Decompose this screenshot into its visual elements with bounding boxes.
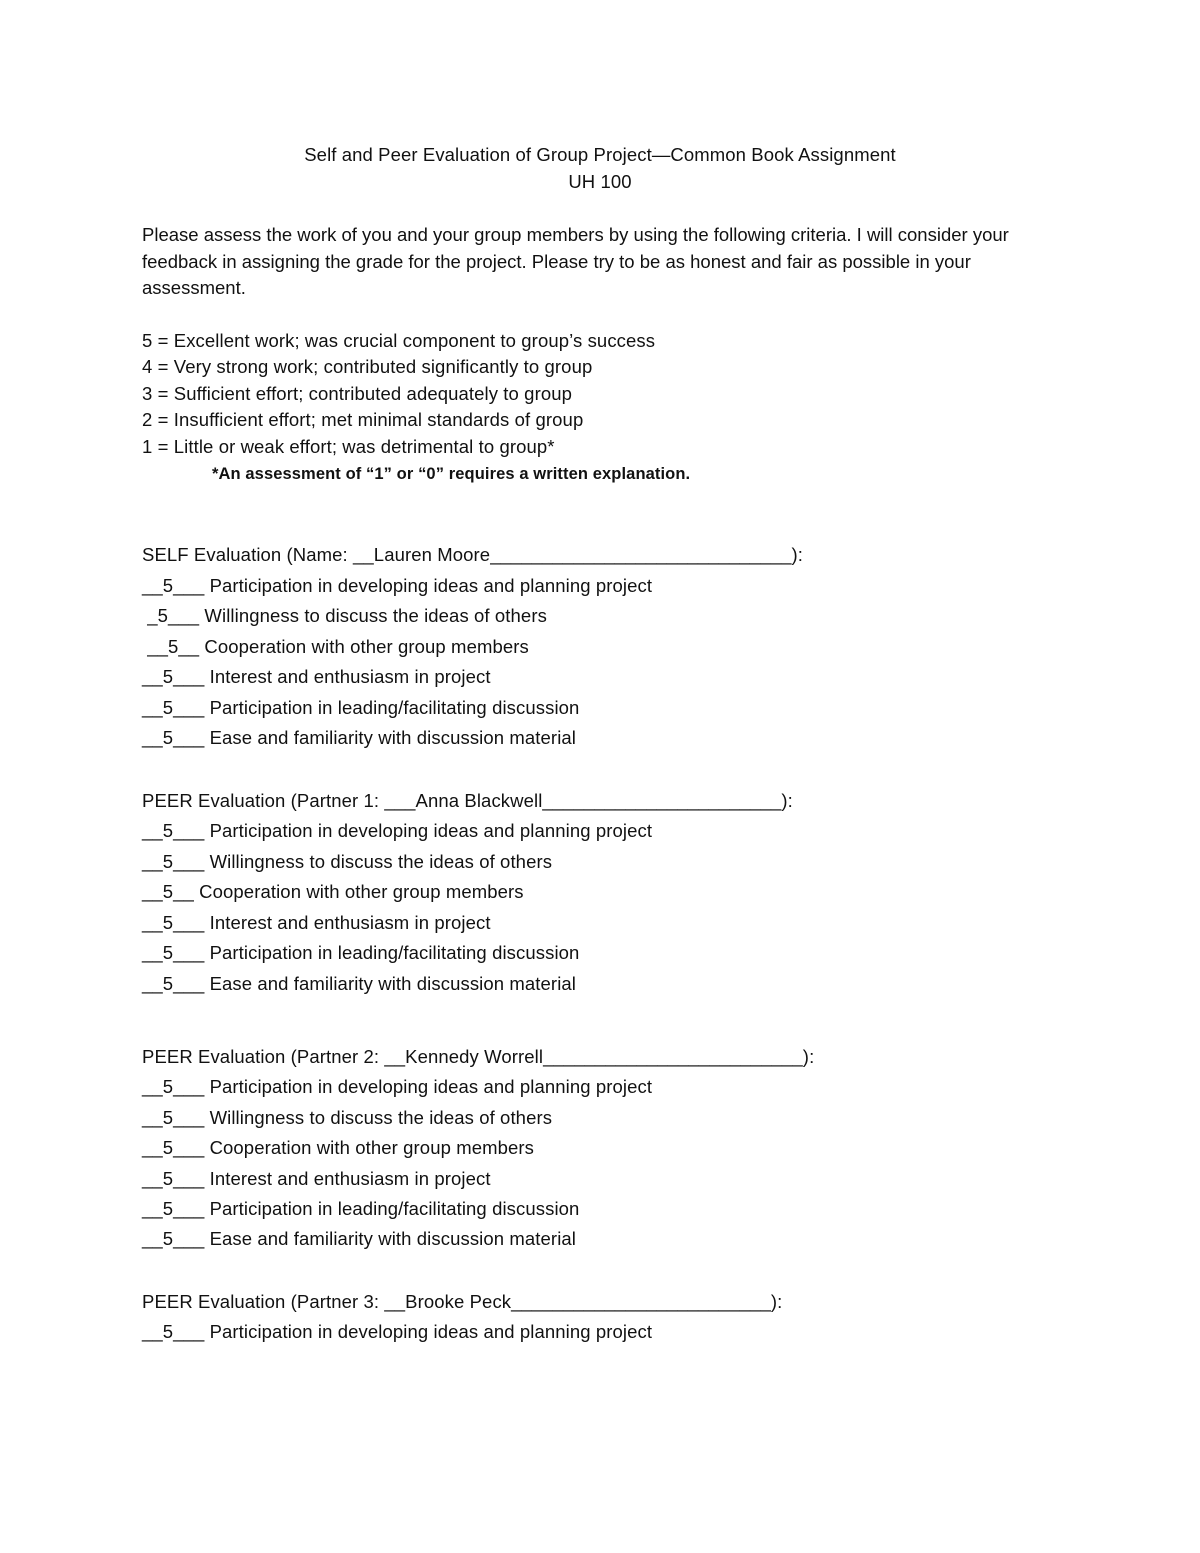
document-title: Self and Peer Evaluation of Group Project—Common Book Assignment — [304, 144, 896, 165]
rating-item: _5___ Willingness to discuss the ideas of others — [142, 605, 547, 626]
rating-item: __5___ Willingness to discuss the ideas of others — [142, 851, 553, 872]
scale-note: *An assessment of “1” or “0” requires a written explanation. — [212, 465, 691, 483]
rating-item: __5___ Participation in developing ideas and planning project — [142, 1321, 653, 1342]
section-heading: PEER Evaluation (Partner 1: ___Anna Blackwell_______________________): — [142, 790, 793, 811]
rating-item: __5___ Participation in leading/facilitating discussion — [142, 942, 580, 963]
rating-item: __5___ Ease and familiarity with discussion material — [142, 973, 576, 994]
intro-paragraph: Please assess the work of you and your group members by using the following criteria. I will consider your feedback in assigning the grade for the project. Please try to be as honest and fair as possible in your assessment. — [142, 224, 1009, 298]
rating-item: __5___ Participation in leading/facilitating discussion — [142, 697, 580, 718]
rating-item: __5___ Participation in developing ideas and planning project — [142, 575, 653, 596]
rating-item: __5___ Interest and enthusiasm in project — [142, 912, 491, 933]
rating-item: __5___ Ease and familiarity with discussion material — [142, 727, 576, 748]
section-heading: SELF Evaluation (Name: __Lauren Moore_____________________________): — [142, 544, 803, 565]
rating-item: __5___ Participation in developing ideas and planning project — [142, 820, 653, 841]
rating-item: __5__ Cooperation with other group members — [142, 636, 529, 657]
rating-item: __5___ Participation in developing ideas and planning project — [142, 1076, 653, 1097]
rating-item: __5___ Interest and enthusiasm in project — [142, 666, 491, 687]
scale-item: 5 = Excellent work; was crucial component to group’s success — [142, 330, 656, 351]
rating-item: __5___ Interest and enthusiasm in project — [142, 1168, 491, 1189]
rating-item: __5___ Participation in leading/facilitating discussion — [142, 1198, 580, 1219]
scale-item: 2 = Insufficient effort; met minimal standards of group — [142, 409, 584, 430]
rating-item: __5___ Cooperation with other group members — [142, 1137, 535, 1158]
scale-item: 4 = Very strong work; contributed significantly to group — [142, 356, 593, 377]
rating-item: __5___ Willingness to discuss the ideas of others — [142, 1107, 553, 1128]
rating-item: __5___ Ease and familiarity with discussion material — [142, 1228, 576, 1249]
course-code: UH 100 — [568, 171, 632, 192]
scale-item: 1 = Little or weak effort; was detrimental to group* — [142, 436, 555, 457]
section-heading: PEER Evaluation (Partner 3: __Brooke Peck_________________________): — [142, 1291, 783, 1312]
rating-item: __5__ Cooperation with other group members — [142, 881, 524, 902]
section-heading: PEER Evaluation (Partner 2: __Kennedy Worrell_________________________): — [142, 1046, 815, 1067]
scale-item: 3 = Sufficient effort; contributed adequately to group — [142, 383, 572, 404]
